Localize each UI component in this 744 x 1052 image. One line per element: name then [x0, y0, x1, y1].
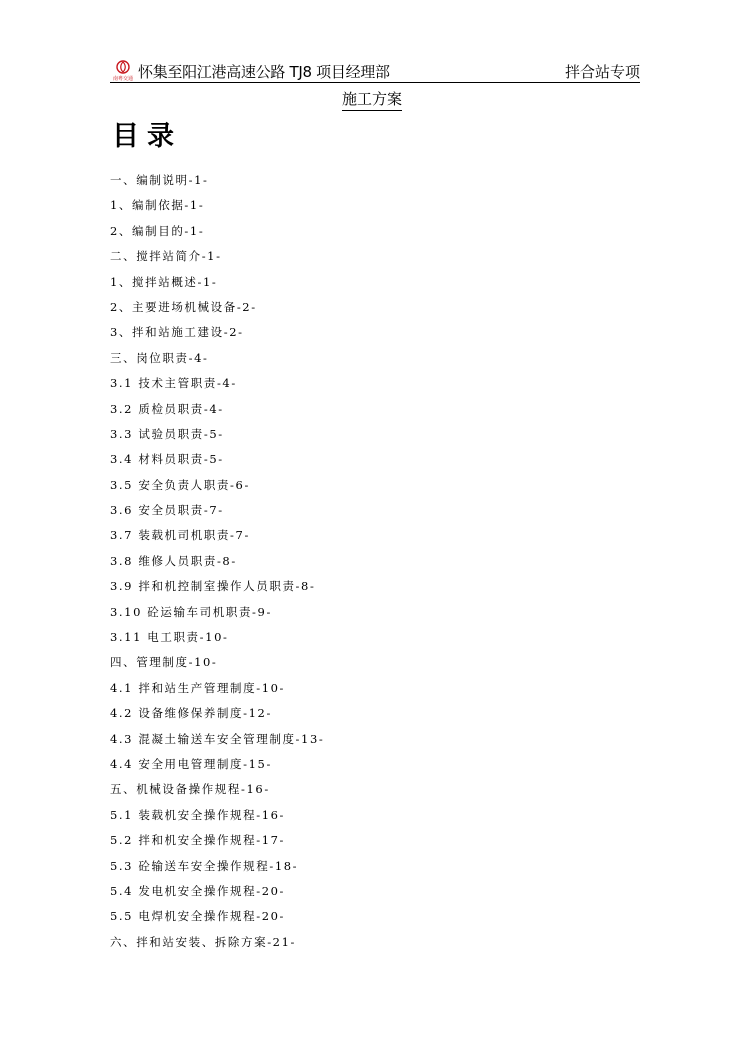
toc-entry: 一、编制说明-1-: [110, 173, 209, 187]
toc-entry: 3.1 技术主管职责-4-: [110, 376, 237, 391]
toc-entry: 5.1 装载机安全操作规程-16-: [110, 807, 286, 822]
toc-entry: 5.3 砼输送车安全操作规程-18-: [110, 858, 299, 873]
header-subtitle-text: 施工方案: [342, 90, 402, 111]
page-header: [110, 62, 640, 84]
toc-entry: 2、主要进场机械设备-2-: [110, 299, 257, 314]
toc-entry: 3.10 砼运输车司机职责-9-: [110, 604, 272, 619]
toc-title: 目录: [112, 121, 182, 152]
header-project-name: 怀集至阳江港高速公路 TJ8 项目经理部: [138, 63, 390, 81]
toc-entry: 3.11 电工职责-10-: [110, 630, 229, 645]
header-rule: [110, 82, 640, 83]
toc-entry: 四、管理制度-10-: [110, 655, 218, 670]
svg-text:南粤交通: 南粤交通: [112, 76, 134, 82]
toc-entry: 4.3 混凝土输送车安全管理制度-13-: [110, 731, 325, 746]
toc-entry: 1、搅拌站概述-1-: [110, 274, 218, 289]
toc-entry: 5.5 电焊机安全操作规程-20-: [110, 909, 286, 924]
toc-entry: 3.7 装载机司机职责-7-: [110, 528, 250, 543]
toc-entry: 5.4 发电机安全操作规程-20-: [110, 883, 286, 898]
toc-entry: 3.6 安全员职责-7-: [110, 503, 224, 518]
toc-entry: 4.1 拌和站生产管理制度-10-: [110, 680, 286, 695]
toc-entry: 二、搅拌站简介-1-: [110, 249, 222, 264]
header-document-type: 拌合站专项: [564, 63, 640, 81]
toc-entry: 1、编制依据-1-: [110, 198, 205, 213]
toc-entry: 六、拌和站安装、拆除方案-21-: [110, 934, 297, 949]
toc-entry: 4.2 设备维修保养制度-12-: [110, 706, 272, 721]
toc-entry: 3.5 安全负责人职责-6-: [110, 477, 250, 492]
toc-entry: 三、岗位职责-4-: [110, 350, 209, 365]
toc-entry: 3.2 质检员职责-4-: [110, 401, 224, 416]
company-logo-icon: [110, 60, 136, 82]
toc-entry: 5.2 拌和机安全操作规程-17-: [110, 833, 286, 848]
toc-entry: 3.9 拌和机控制室操作人员职责-8-: [110, 579, 316, 594]
header-subtitle: [0, 90, 744, 108]
toc-entry: 五、机械设备操作规程-16-: [110, 782, 270, 797]
toc-entry: 3、拌和站施工建设-2-: [110, 325, 244, 340]
toc-entry: 3.4 材料员职责-5-: [110, 452, 224, 467]
toc-entry: 2、编制目的-1-: [110, 223, 205, 238]
toc-entry: 3.8 维修人员职责-8-: [110, 553, 237, 568]
toc-list: [110, 172, 324, 959]
toc-entry: 3.3 试验员职责-5-: [110, 426, 224, 441]
toc-entry: 4.4 安全用电管理制度-15-: [110, 756, 272, 771]
